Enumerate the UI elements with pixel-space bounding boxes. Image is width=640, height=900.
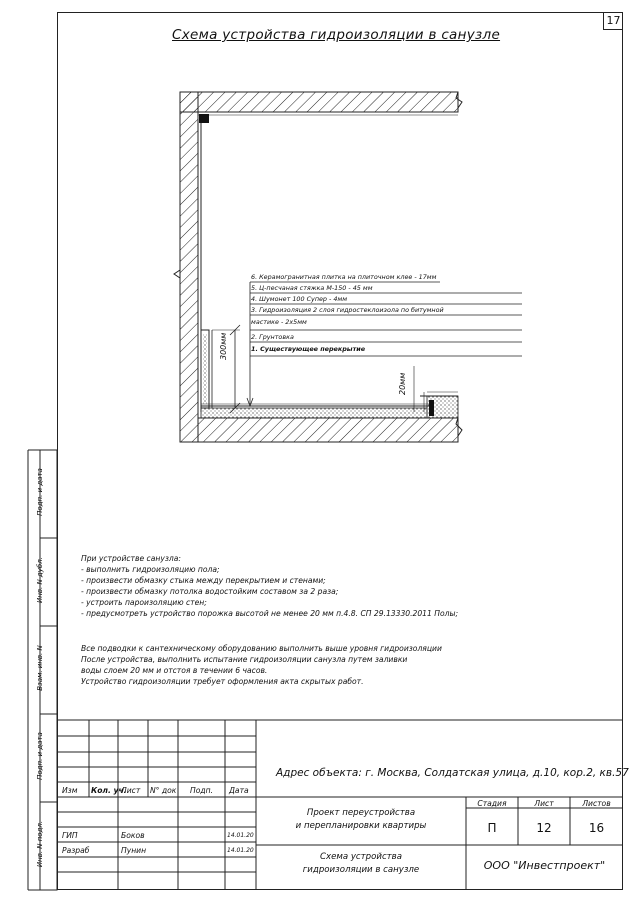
layer-label-2: 2. Грунтовка bbox=[251, 333, 294, 341]
note-line: - произвести обмазку потолка водостойким составом за 2 раза; bbox=[81, 587, 339, 597]
layer-label-4: 4. Шумонет 100 Супер - 4мм bbox=[251, 295, 348, 303]
project-line-1: Проект переустройства bbox=[306, 808, 416, 818]
scheme-line-1: Схема устройства bbox=[319, 852, 403, 862]
name-developer: Пунин bbox=[121, 846, 147, 855]
left-wall bbox=[180, 92, 198, 442]
sheets-label: Листов bbox=[582, 799, 611, 808]
side-stamp-sign-date-2: Подп. и дата bbox=[36, 732, 44, 780]
side-stamp-replace-inv: Взам. инв. N bbox=[36, 645, 44, 691]
dimension-300: 300мм bbox=[219, 332, 228, 360]
layer-label-3b: мастике - 2х5мм bbox=[251, 318, 307, 326]
note-line: После устройства, выполнить испытание гидроизоляции санузла путем заливки bbox=[81, 655, 408, 665]
notes-group-1 bbox=[81, 553, 458, 620]
layer-label-1: 1. Существующее перекрытие bbox=[251, 345, 366, 353]
col-header-list: Лист bbox=[121, 786, 141, 795]
layer-label-6: 6. Керамогранитная плитка на плиточном клее - 17мм bbox=[251, 273, 437, 281]
note-line: - произвести обмазку стыка между перекрытием и стенами; bbox=[81, 576, 326, 586]
side-stamp-orig-inv: Инв. N подл. bbox=[36, 820, 44, 868]
object-address: Адрес объекта: г. Москва, Солдатская улица, д.10, кор.2, кв.57 bbox=[276, 767, 629, 779]
sheets-value: 16 bbox=[588, 821, 605, 835]
sheet-label: Лист bbox=[534, 799, 554, 808]
col-header-kol: Кол. уч. bbox=[91, 786, 127, 795]
drawing-title: Схема устройства гидроизоляции в санузле bbox=[172, 27, 501, 43]
ceiling-slab bbox=[180, 92, 458, 112]
col-header-doc: N° док bbox=[150, 786, 177, 795]
date-gip: 14.01.20 bbox=[227, 832, 254, 839]
side-stamp-dup-inv: Инв. N дубл. bbox=[36, 557, 44, 603]
name-gip: Боков bbox=[121, 831, 145, 840]
screed-layer bbox=[201, 408, 427, 418]
scheme-line-2: гидроизоляции в санузле bbox=[302, 865, 420, 875]
note-line: - выполнить гидроизоляцию пола; bbox=[81, 565, 220, 575]
note-line: - предусмотреть устройство порожка высотой не менее 20 мм п.4.8. СП 29.13330.2011 Полы; bbox=[81, 609, 459, 619]
stage-label: Стадия bbox=[477, 799, 507, 808]
side-stamp-sign-date-1: Подп. и дата bbox=[36, 468, 44, 516]
note-line: - устроить пароизоляцию стен; bbox=[81, 598, 207, 608]
col-header-izm: Изм bbox=[62, 786, 78, 795]
col-header-sign: Подп. bbox=[190, 786, 213, 795]
date-developer: 14.01.20 bbox=[227, 847, 254, 854]
project-line-2: и перепланировки квартиры bbox=[295, 821, 427, 831]
floor-slab bbox=[198, 418, 458, 442]
note-line: воды слоем 20 мм и отстоя в течении 6 часов. bbox=[81, 666, 268, 676]
col-header-date: Дата bbox=[229, 786, 249, 795]
note-line: Все подводки к сантехническому оборудованию выполнить выше уровня гидроизоляции bbox=[81, 644, 442, 653]
company-name: ООО "Инвестпроект" bbox=[483, 859, 606, 872]
role-gip: ГИП bbox=[62, 831, 78, 840]
notes-group-2 bbox=[81, 643, 442, 687]
layer-label-5: 5. Ц-песчаная стяжка М-150 - 45 мм bbox=[251, 284, 373, 292]
stage-value: П bbox=[487, 821, 497, 835]
dimension-20: 20мм bbox=[398, 372, 407, 395]
note-line: Устройство гидроизоляции требует оформления акта скрытых работ. bbox=[81, 677, 364, 687]
note-line: При устройстве санузла: bbox=[81, 554, 181, 563]
sheet-number: 17 bbox=[603, 12, 623, 30]
sheet-value: 12 bbox=[536, 821, 552, 835]
role-developer: Разраб bbox=[62, 846, 90, 855]
layer-label-3: 3. Гидроизоляция 2 слоя гидростеклоизола по битумной bbox=[251, 306, 444, 314]
